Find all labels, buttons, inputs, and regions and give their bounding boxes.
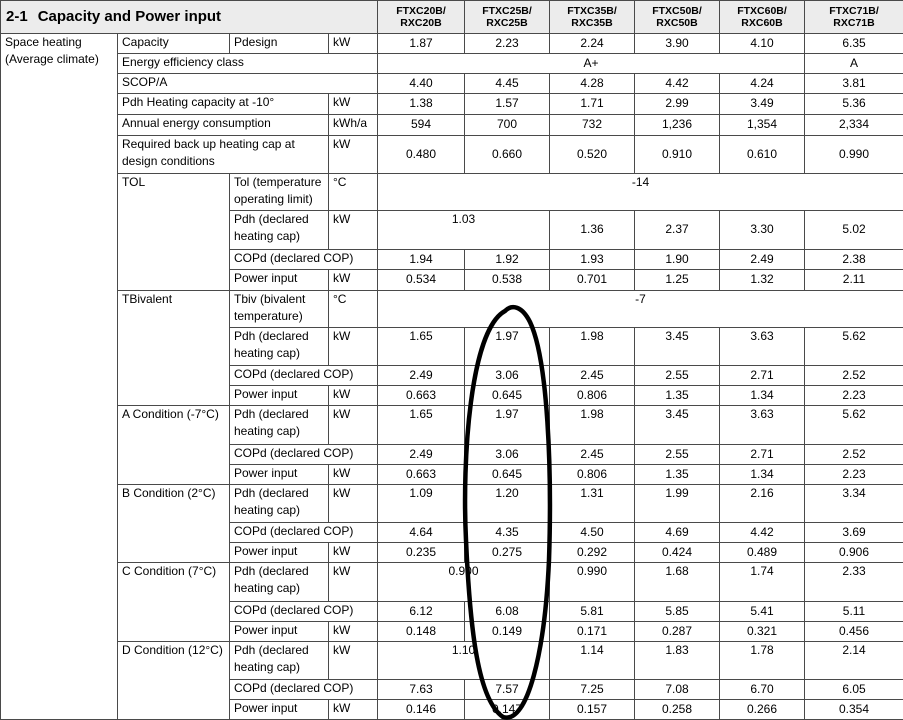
model-header: FTXC60B/ RXC60B xyxy=(720,1,805,34)
cell: 0.148 xyxy=(378,622,465,642)
row-sublabel: COPd (declared COP) xyxy=(230,523,378,543)
cell: 1.71 xyxy=(550,94,635,115)
row-sublabel: Pdh (declared heating cap) xyxy=(230,642,329,680)
cell: 4.42 xyxy=(720,523,805,543)
cell: 2.33 xyxy=(805,563,903,602)
cell: 2.71 xyxy=(720,445,805,465)
row-label: Pdh Heating capacity at -10° xyxy=(118,94,329,115)
cell: 1.14 xyxy=(550,642,635,680)
cell: 0.663 xyxy=(378,465,465,485)
cell: 1.57 xyxy=(465,94,550,115)
cell: 3.81 xyxy=(805,74,903,94)
cell: 7.63 xyxy=(378,680,465,700)
unit: kWh/a xyxy=(329,115,378,136)
cell: 700 xyxy=(465,115,550,136)
table-row xyxy=(1,291,903,328)
cell: 1.98 xyxy=(550,328,635,366)
cell: 1.98 xyxy=(550,406,635,445)
cell: 0.287 xyxy=(635,622,720,642)
cell: 4.42 xyxy=(635,74,720,94)
row-sublabel: Tol (temperature operating limit) xyxy=(230,174,329,211)
row-sublabel: Power input xyxy=(230,622,329,642)
row-sublabel: COPd (declared COP) xyxy=(230,602,378,622)
unit: kW xyxy=(329,328,378,366)
cell: 1.32 xyxy=(720,270,805,291)
cell: 3.63 xyxy=(720,328,805,366)
cell: 2.38 xyxy=(805,250,903,270)
cell: 1.25 xyxy=(635,270,720,291)
cell: 2.24 xyxy=(550,34,635,54)
cell: 2.99 xyxy=(635,94,720,115)
cell: 0.645 xyxy=(465,465,550,485)
cell: 0.990 xyxy=(805,136,903,174)
unit: kW xyxy=(329,94,378,115)
unit: kW xyxy=(329,136,378,174)
cell: 7.57 xyxy=(465,680,550,700)
table-row xyxy=(1,34,903,54)
row-label: SCOP/A xyxy=(118,74,378,94)
cell: 2.11 xyxy=(805,270,903,291)
cell: 1.36 xyxy=(550,211,635,250)
cell: 1.97 xyxy=(465,406,550,445)
table-row xyxy=(1,174,903,211)
cell: 5.11 xyxy=(805,602,903,622)
cell: 3.90 xyxy=(635,34,720,54)
cell: 1.03 xyxy=(378,211,550,250)
unit: kW xyxy=(329,700,378,720)
section-title xyxy=(1,1,378,34)
cell: 4.24 xyxy=(720,74,805,94)
cell: 2.71 xyxy=(720,366,805,386)
cell: 5.62 xyxy=(805,328,903,366)
cell: A xyxy=(805,54,903,74)
row-label: Required back up heating cap at design conditions xyxy=(118,136,329,174)
cell: 0.266 xyxy=(720,700,805,720)
block-label: TOL xyxy=(118,174,230,291)
header-row xyxy=(1,1,903,34)
cell: 1.93 xyxy=(550,250,635,270)
section-title-text: Capacity and Power input xyxy=(37,8,222,25)
cell: 1.10 xyxy=(378,642,550,680)
cell: 0.806 xyxy=(550,386,635,406)
row-sublabel: Pdh (declared heating cap) xyxy=(230,328,329,366)
cell: 0.645 xyxy=(465,386,550,406)
cell: 0.149 xyxy=(465,622,550,642)
cell: 3.63 xyxy=(720,406,805,445)
cell: 3.69 xyxy=(805,523,903,543)
cell: 3.34 xyxy=(805,485,903,523)
row-sublabel: Tbiv (bivalent temperature) xyxy=(230,291,329,328)
model-header: FTXC20B/ RXC20B xyxy=(378,1,465,34)
cell: 1,236 xyxy=(635,115,720,136)
row-sublabel: COPd (declared COP) xyxy=(230,445,378,465)
table-row xyxy=(1,563,903,602)
cell: 4.69 xyxy=(635,523,720,543)
block-label: TBivalent xyxy=(118,291,230,406)
cell: 1.97 xyxy=(465,328,550,366)
table-row xyxy=(1,136,903,174)
cell: 1.83 xyxy=(635,642,720,680)
row-label: Annual energy consumption xyxy=(118,115,329,136)
cell: 4.35 xyxy=(465,523,550,543)
cell: 2.49 xyxy=(720,250,805,270)
unit: kW xyxy=(329,34,378,54)
cell: 4.10 xyxy=(720,34,805,54)
cell: 1.35 xyxy=(635,386,720,406)
model-header: FTXC35B/ RXC35B xyxy=(550,1,635,34)
row-sublabel: COPd (declared COP) xyxy=(230,366,378,386)
row-sublabel: COPd (declared COP) xyxy=(230,250,378,270)
cell: 2.16 xyxy=(720,485,805,523)
cell: 2.23 xyxy=(805,386,903,406)
cell: A+ xyxy=(378,54,805,74)
cell: 1.34 xyxy=(720,386,805,406)
cell: 2.37 xyxy=(635,211,720,250)
unit: kW xyxy=(329,386,378,406)
cell: 0.663 xyxy=(378,386,465,406)
cell: 0.660 xyxy=(465,136,550,174)
cell: 1.38 xyxy=(378,94,465,115)
cell: 1.35 xyxy=(635,465,720,485)
group-label: Space heating (Average climate) xyxy=(1,34,118,720)
row-sublabel: Pdh (declared heating cap) xyxy=(230,485,329,523)
block-label: A Condition (-7°C) xyxy=(118,406,230,485)
row-sublabel: Power input xyxy=(230,270,329,291)
row-sublabel: Power input xyxy=(230,543,329,563)
cell: 5.81 xyxy=(550,602,635,622)
cell: 594 xyxy=(378,115,465,136)
cell: 2.23 xyxy=(465,34,550,54)
cell: 0.900 xyxy=(378,563,550,602)
cell: 5.02 xyxy=(805,211,903,250)
cell: 6.05 xyxy=(805,680,903,700)
cell: 0.146 xyxy=(378,700,465,720)
unit: kW xyxy=(329,465,378,485)
row-sublabel: Pdh (declared heating cap) xyxy=(230,563,329,602)
cell: -7 xyxy=(378,291,903,328)
unit: kW xyxy=(329,622,378,642)
cell: 6.35 xyxy=(805,34,903,54)
cell: 0.910 xyxy=(635,136,720,174)
cell: 2.55 xyxy=(635,445,720,465)
cell: 1.90 xyxy=(635,250,720,270)
cell: 1.92 xyxy=(465,250,550,270)
cell: 0.456 xyxy=(805,622,903,642)
table-row xyxy=(1,485,903,523)
cell: 1.20 xyxy=(465,485,550,523)
cell: 0.157 xyxy=(550,700,635,720)
cell: 3.30 xyxy=(720,211,805,250)
cell: 3.45 xyxy=(635,328,720,366)
cell: 2.45 xyxy=(550,445,635,465)
cell: 1.94 xyxy=(378,250,465,270)
cell: 2.55 xyxy=(635,366,720,386)
cell: 1.74 xyxy=(720,563,805,602)
row-sublabel: Power input xyxy=(230,465,329,485)
cell: 2.14 xyxy=(805,642,903,680)
cell: 3.06 xyxy=(465,366,550,386)
cell: 0.354 xyxy=(805,700,903,720)
cell: -14 xyxy=(378,174,903,211)
row-sublabel: Power input xyxy=(230,386,329,406)
cell: 5.41 xyxy=(720,602,805,622)
cell: 732 xyxy=(550,115,635,136)
cell: 3.06 xyxy=(465,445,550,465)
cell: 0.480 xyxy=(378,136,465,174)
cell: 1.34 xyxy=(720,465,805,485)
row-sublabel: Pdh (declared heating cap) xyxy=(230,406,329,445)
cell: 0.610 xyxy=(720,136,805,174)
cell: 1.65 xyxy=(378,406,465,445)
model-header: FTXC71B/ RXC71B xyxy=(805,1,903,34)
cell: 5.62 xyxy=(805,406,903,445)
cell: 1.09 xyxy=(378,485,465,523)
cell: 2.52 xyxy=(805,366,903,386)
unit: °C xyxy=(329,174,378,211)
cell: 4.45 xyxy=(465,74,550,94)
block-label: B Condition (2°C) xyxy=(118,485,230,563)
section-number: 2-1 xyxy=(6,8,28,25)
cell: 6.12 xyxy=(378,602,465,622)
row-sublabel: Pdesign xyxy=(230,34,329,54)
cell: 4.28 xyxy=(550,74,635,94)
cell: 0.990 xyxy=(550,563,635,602)
unit: kW xyxy=(329,642,378,680)
cell: 1.78 xyxy=(720,642,805,680)
cell: 0.321 xyxy=(720,622,805,642)
unit: kW xyxy=(329,543,378,563)
cell: 0.534 xyxy=(378,270,465,291)
cell: 2.45 xyxy=(550,366,635,386)
row-sublabel: Power input xyxy=(230,700,329,720)
cell: 4.50 xyxy=(550,523,635,543)
cell: 2.52 xyxy=(805,445,903,465)
cell: 0.424 xyxy=(635,543,720,563)
cell: 0.258 xyxy=(635,700,720,720)
cell: 0.489 xyxy=(720,543,805,563)
cell: 0.906 xyxy=(805,543,903,563)
cell: 5.85 xyxy=(635,602,720,622)
table-row xyxy=(1,115,903,136)
unit: kW xyxy=(329,485,378,523)
unit: °C xyxy=(329,291,378,328)
cell: 1.87 xyxy=(378,34,465,54)
cell: 0.806 xyxy=(550,465,635,485)
cell: 5.36 xyxy=(805,94,903,115)
row-sublabel: COPd (declared COP) xyxy=(230,680,378,700)
cell: 2,334 xyxy=(805,115,903,136)
cell: 4.40 xyxy=(378,74,465,94)
cell: 7.08 xyxy=(635,680,720,700)
unit: kW xyxy=(329,211,378,250)
cell: 7.25 xyxy=(550,680,635,700)
unit: kW xyxy=(329,406,378,445)
cell: 0.235 xyxy=(378,543,465,563)
cell: 1.68 xyxy=(635,563,720,602)
cell: 0.292 xyxy=(550,543,635,563)
cell: 2.49 xyxy=(378,445,465,465)
cell: 1.65 xyxy=(378,328,465,366)
cell: 3.45 xyxy=(635,406,720,445)
block-label: D Condition (12°C) xyxy=(118,642,230,720)
cell: 1.31 xyxy=(550,485,635,523)
row-label: Capacity xyxy=(118,34,230,54)
table-row xyxy=(1,642,903,680)
table-row xyxy=(1,406,903,445)
cell: 0.538 xyxy=(465,270,550,291)
unit: kW xyxy=(329,270,378,291)
cell: 6.08 xyxy=(465,602,550,622)
cell: 0.147 xyxy=(465,700,550,720)
cell: 3.49 xyxy=(720,94,805,115)
cell: 0.701 xyxy=(550,270,635,291)
model-header: FTXC25B/ RXC25B xyxy=(465,1,550,34)
row-sublabel: Pdh (declared heating cap) xyxy=(230,211,329,250)
unit: kW xyxy=(329,563,378,602)
cell: 2.23 xyxy=(805,465,903,485)
table-row xyxy=(1,94,903,115)
block-label: C Condition (7°C) xyxy=(118,563,230,642)
cell: 1,354 xyxy=(720,115,805,136)
cell: 1.99 xyxy=(635,485,720,523)
row-label: Energy efficiency class xyxy=(118,54,378,74)
cell: 6.70 xyxy=(720,680,805,700)
table-row xyxy=(1,54,903,74)
cell: 0.275 xyxy=(465,543,550,563)
cell: 0.520 xyxy=(550,136,635,174)
model-header: FTXC50B/ RXC50B xyxy=(635,1,720,34)
cell: 2.49 xyxy=(378,366,465,386)
cell: 0.171 xyxy=(550,622,635,642)
cell: 4.64 xyxy=(378,523,465,543)
table-row xyxy=(1,74,903,94)
